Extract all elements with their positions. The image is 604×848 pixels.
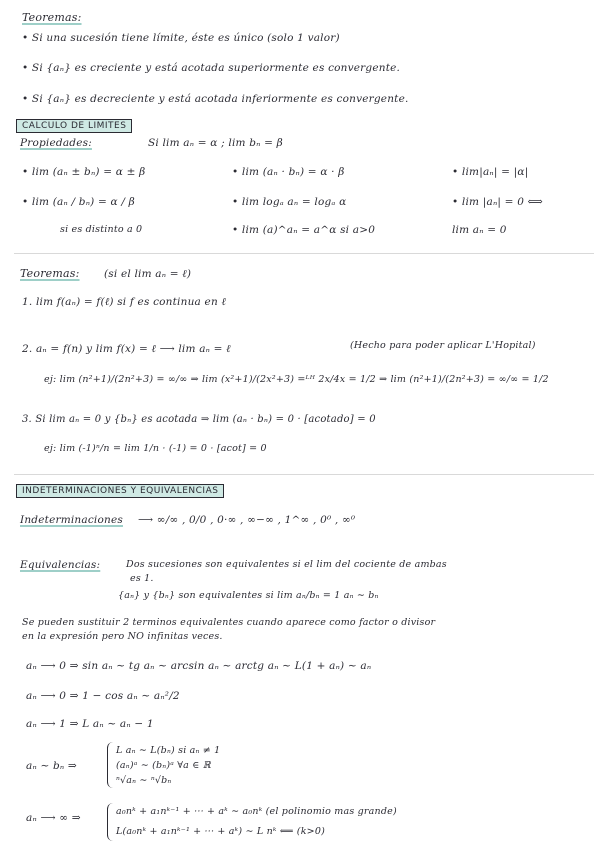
teorema2-item-1: 1. lim f(aₙ) = f(ℓ) si f es continua en ℓ [22,296,227,308]
teoremas-title: Teoremas: [22,11,82,24]
prop-col2-row3: • lim (a)^aₙ = a^α si a>0 [232,224,376,236]
teorema-item-1: • Si una sucesión tiene límite, éste es único (solo 1 valor) [22,32,340,44]
prop-col2-row2: • lim logₐ aₙ = logₐ α [232,196,347,208]
propiedades-header: Si lim aₙ = α ; lim bₙ = β [148,137,283,149]
prop-col3-row2: • lim |aₙ| = 0 ⟺ [452,196,543,208]
prop-col2-row1: • lim (aₙ · bₙ) = α · β [232,166,345,178]
prop-col1-row1: • lim (aₙ ± bₙ) = α ± β [22,166,146,178]
teorema2-item-3: 3. Si lim aₙ = 0 y {bₙ} es acotada ⇒ lim (aₙ · bₙ) = 0 · [acotado] = 0 [22,414,376,425]
equivalencias-def-3: {aₙ} y {bₙ} son equivalentes si lim aₙ/bₙ = 1 aₙ ∼ bₙ [118,590,379,601]
equiv-inf-left: aₙ ⟶ ∞ ⇒ [26,812,81,824]
propiedades-title: Propiedades: [20,137,92,149]
prop-col3-row1: • lim|aₙ| = |α| [452,166,529,178]
prop-col3-row3: lim aₙ = 0 [452,224,507,236]
prop-col1-row2: • lim (aₙ / bₙ) = α / β [22,196,135,208]
equivalencias-def-1: Dos sucesiones son equivalentes si el lim del cociente de ambas [126,559,447,570]
teorema2-example-1: ej: lim (n²+1)/(2n²+3) = ∞/∞ ⇒ lim (x²+1)/(2x²+3) =ᴸᴴ 2x/4x = 1/2 ⇒ lim (n²+1)/(2n²+3) = ∞/∞ = 1/2 [44,374,549,385]
equiv-bn-left: aₙ ∼ bₙ ⇒ [26,760,77,772]
teorema2-note: (Hecho para poder aplicar L'Hopital) [350,340,536,351]
brace [107,803,113,841]
divider [14,474,594,475]
equiv-bn-row-2: (aₙ)ᵃ ∼ (bₙ)ᵃ ∀a ∈ ℝ [116,760,211,771]
teorema-item-2: • Si {aₙ} es creciente y está acotada superiormente es convergente. [22,62,401,74]
calculo-limites-heading: CALCULO DE LIMITES [16,119,132,133]
indeterminaciones-label: Indeterminaciones [20,514,123,526]
teoremas2-title: Teoremas: [20,267,80,280]
prop-col1-row3: si es distinto a 0 [60,224,143,235]
equivalencias-sub-2: en la expresión pero NO infinitas veces. [22,631,223,642]
indeterminaciones-heading: INDETERMINACIONES Y EQUIVALENCIAS [16,484,224,498]
equiv-bn-row-3: ⁿ√aₙ ∼ ⁿ√bₙ [116,775,172,786]
equiv-row-2: aₙ ⟶ 0 ⇒ 1 − cos aₙ ∼ aₙ²/2 [26,690,180,702]
equivalencias-sub-1: Se pueden sustituir 2 terminos equivalentes cuando aparece como factor o divisor [22,617,436,628]
teorema-item-3: • Si {aₙ} es decreciente y está acotada inferiormente es convergente. [22,93,409,105]
equiv-bn-row-1: L aₙ ∼ L(bₙ) si aₙ ≠ 1 [116,745,221,756]
teorema2-example-3: ej: lim (-1)ⁿ/n = lim 1/n · (-1) = 0 · [acot] = 0 [44,443,267,454]
divider [14,253,594,254]
equiv-inf-row-1: a₀nᵏ + a₁nᵏ⁻¹ + ··· + aᵏ ∼ a₀nᵏ (el polinomio mas grande) [116,806,397,817]
equiv-row-3: aₙ ⟶ 1 ⇒ L aₙ ∼ aₙ − 1 [26,718,154,730]
equiv-row-1: aₙ ⟶ 0 ⇒ sin aₙ ∼ tg aₙ ∼ arcsin aₙ ∼ arctg aₙ ∼ L(1 + aₙ) ∼ aₙ [26,660,372,672]
equiv-inf-row-2: L(a₀nᵏ + a₁nᵏ⁻¹ + ··· + aᵏ) ∼ L nᵏ ⟸ (k>0) [116,826,325,837]
brace [107,742,113,788]
equivalencias-label: Equivalencias: [20,559,101,571]
equivalencias-def-2: es 1. [130,573,154,584]
teorema2-item-2: 2. aₙ = f(n) y lim f(x) = ℓ ⟶ lim aₙ = ℓ [22,343,231,355]
teoremas2-condition: (si el lim aₙ = ℓ) [104,268,192,280]
indeterminaciones-values: ⟶ ∞/∞ , 0/0 , 0·∞ , ∞−∞ , 1^∞ , 0⁰ , ∞⁰ [138,514,356,526]
